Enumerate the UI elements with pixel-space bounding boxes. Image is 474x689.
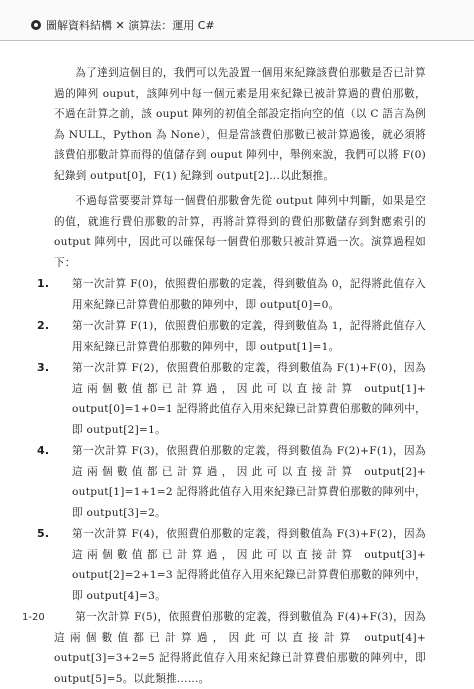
list-item-text: 第一次計算 F(1)，依照費伯那數的定義，得到數值為 1，記得將此值存入用來紀錄已計算費伯那數的陣列中，即 output[1]=1。 (72, 320, 426, 353)
list-number: 5. (37, 527, 50, 540)
paragraph-1: 為了達到這個目的，我們可以先設置一個用來紀錄該費伯那數是否已計算過的陣列 ouput，該陣列中每一個元素是用來紀錄已被計算過的費伯那數，不過在計算之前，該 ouput 陣列的初值全部設定指向空的值（以 C 語言為例為 NULL，Python 為 None），但是當該費伯那數已被計算過後，就必須將該費伯那數計算而得的值儲存到 ouput 陣列中，舉例來說，我們可以將 F(0) 紀錄到 output[0]，F(1) 紀錄到 output[2]…以此類推。 (54, 67, 426, 182)
list-item (37, 524, 426, 606)
list-item-text: 第一次計算 F(0)，依照費伯那數的定義，得到數值為 0，記得將此值存入用來紀錄已計算費伯那數的陣列中，即 output[0]=0。 (72, 278, 426, 311)
list-item-text: 第一次計算 F(3)，依照費伯那數的定義，得到數值為 F(2)+F(1)，因為這兩個數值都已計算過，因此可以直接計算 output[2]+ output[1]=1+1=2 記得將此值存入用來紀錄已計算費伯那數的陣列中，即 output[3]=2。 (72, 445, 426, 519)
list-item (37, 316, 426, 357)
list-item (37, 441, 426, 523)
chapter-title: 圖解資料結構 ✕ 演算法：運用 C# (46, 19, 215, 32)
list-number: 3. (37, 361, 50, 374)
list-item (37, 274, 426, 315)
paragraph-2: 不過每當要要計算每一個費伯那數會先從 output 陣列中判斷，如果是空的值，就進行費伯那數的計算，再將計算得到的費伯那數儲存到對應索引的 output 陣列中，因此可以確保每一個費伯那數只被計算過一次。演算過程如下： (54, 195, 426, 269)
list-item-text: 第一次計算 F(2)，依照費伯那數的定義，得到數值為 F(1)+F(0)，因為這兩個數值都已計算過，因此可以直接計算 output[1]+ output[0]=1+0=1 記得將此值存入用來紀錄已計算費伯那數的陣列中，即 output[2]=1。 (72, 362, 426, 436)
list-number: 1. (37, 277, 50, 290)
page-number: 1-20 (22, 612, 45, 623)
running-header (0, 0, 474, 41)
page-body (37, 63, 426, 689)
steps-list (37, 274, 426, 606)
list-item-text: 第一次計算 F(4)，依照費伯那數的定義，得到數值為 F(3)+F(2)，因為這兩個數值都已計算過，因此可以直接計算 output[3]+ output[2]=2+1=3 記得將此值存入用來紀錄已計算費伯那數的陣列中，即 output[4]=3。 (72, 528, 426, 602)
list-item (37, 358, 426, 440)
paragraph-3: 第一次計算 F(5)，依照費伯那數的定義，得到數值為 F(4)+F(3)，因為這兩個數值都已計算過，因此可以直接計算 output[4]+ output[3]=3+2=5 記得將此值存入用來紀錄已計算費伯那數的陣列中，即 output[5]=5。以此類推……。 (54, 611, 426, 685)
circle-bullet-icon (31, 20, 41, 30)
list-number: 4. (37, 444, 50, 457)
list-number: 2. (37, 319, 50, 332)
